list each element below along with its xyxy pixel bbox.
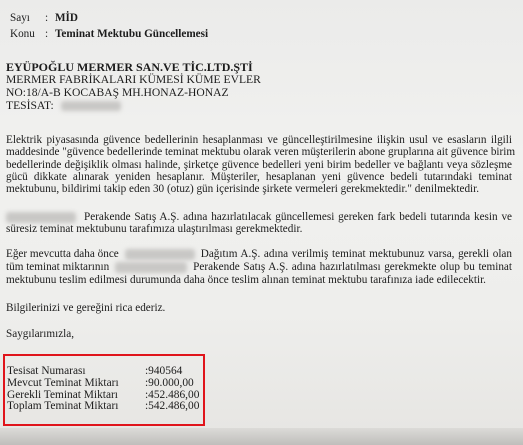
paragraph-line: mektubunu, bildirimi takip eden 30 (otuz) gün içerisinde şirkete vermeleri gerekmektedir." denilmektedir.: [6, 183, 480, 196]
redacted-tesisat: [61, 101, 121, 111]
redacted-company: [115, 262, 187, 273]
summary-label: Mevcut Teminat Miktarı: [7, 376, 119, 389]
paragraph-request: Bilgilerinizi ve gereğini rica ederiz.: [6, 302, 166, 314]
summary-label: Gerekli Teminat Miktarı: [7, 388, 118, 401]
paragraph-2-line-2: süresiz teminat mektubunu tarafımıza ulaştırılması gerekmektedir.: [6, 223, 303, 235]
sayi-label: Sayı: [10, 12, 30, 24]
recipient-tesisat: [6, 100, 121, 112]
summary-row: [7, 401, 199, 413]
recipient-address-1: MERMER FABRİKALARI KÜMESİ KÜME EVLER: [6, 73, 261, 86]
page-bottom-shadow: [0, 428, 523, 445]
paragraph-3-line-3: mektubunu teslim edilmesi durumunda daha önce teslim alınan teminat mektubu tarafınıza iade edilecektir.: [6, 274, 486, 286]
summary-label: Toplam Teminat Miktarı: [7, 400, 119, 413]
sayi-value: MİD: [55, 12, 78, 24]
paragraph-line: bedellerinde değişiklik olması halinde, şirketçe güvence bedelleri yeni birim bedeller ve bağlantı veya sözleşme: [6, 158, 512, 171]
paragraph-text: Perakende Satış A.Ş. adına hazırlatılması gerekmekte olup bu teminat: [193, 261, 512, 273]
paragraph-text: Perakende Satış A.Ş. adına hazırlatılacak güncellemesi gereken fark bedeli tutarında kesin ve: [84, 211, 512, 223]
paragraph-line: gücü dikkate alınarak yeniden hesaplanır. Müşteriler, hesaplanan yeni güvence bedeli tutarındaki teminat: [6, 170, 512, 183]
sayi-separator: :: [45, 12, 49, 24]
paragraph-3-line-1: [6, 248, 512, 260]
paragraph-text: Eğer mevcutta daha önce: [6, 248, 119, 260]
paragraph-text: tüm teminat miktarının: [6, 261, 110, 273]
redacted-company: [125, 249, 195, 260]
summary-value: :90.000,00: [145, 376, 194, 389]
recipient-company: EYÜPOĞLU MERMER SAN.VE TİC.LTD.ŞTİ: [6, 60, 253, 74]
paragraph-line: maddesinde "güvence bedellerinde teminat mektubu olarak veren müşterilerin abone gruplarına ait güvence birim: [6, 146, 516, 159]
konu-label: Konu: [10, 28, 35, 40]
paragraph-regulation: [6, 134, 516, 196]
konu-value: Teminat Mektubu Güncellemesi: [55, 28, 209, 40]
paragraph-2-line-1: [6, 211, 512, 223]
redacted-company: [6, 212, 76, 223]
summary-value: :452.486,00: [145, 388, 200, 401]
paragraph-line: Elektrik piyasasında güvence bedellerinin hesaplanması ve güncelleştirilmesine ilişkin usul ve esasların ilgili: [6, 134, 512, 146]
paragraph-3-line-2: [6, 261, 512, 273]
summary-value: :940564: [145, 365, 183, 377]
closing-text: Saygılarımızla,: [6, 328, 75, 340]
konu-separator: :: [45, 28, 49, 40]
tesisat-label: TESİSAT:: [6, 99, 54, 112]
recipient-address-2: NO:18/A-B KOCABAŞ MH.HONAZ-HONAZ: [6, 86, 229, 99]
summary-label: Tesisat Numarası: [7, 365, 86, 377]
summary-table: [7, 366, 199, 413]
summary-row: [7, 378, 199, 390]
paragraph-text: Dağıtım A.Ş. adına verilmiş teminat mektubunuz varsa, gerekli olan: [200, 248, 512, 260]
summary-value: :542.486,00: [145, 400, 200, 413]
